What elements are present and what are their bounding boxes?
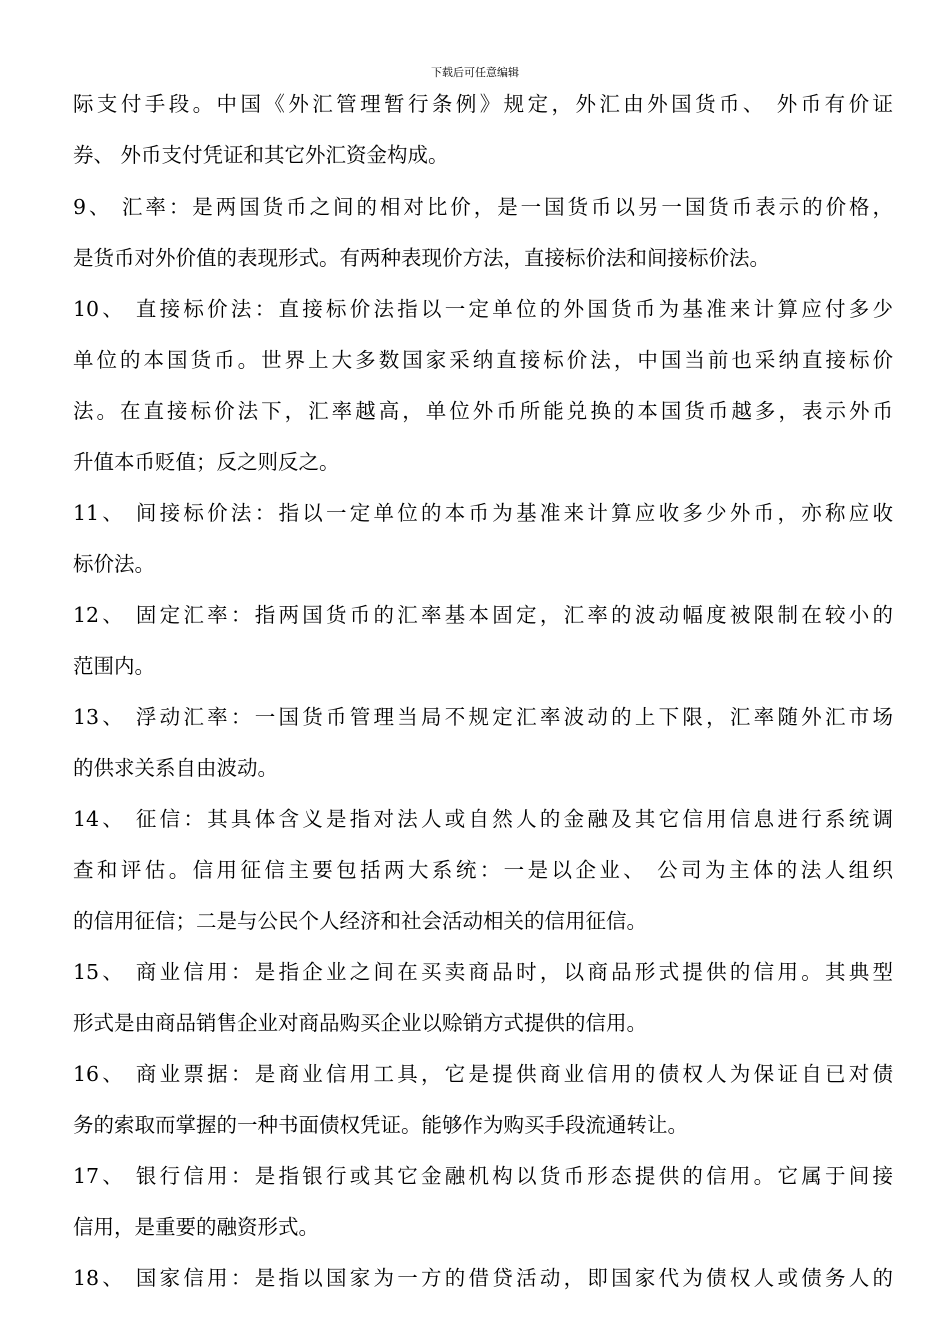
text-line: 券、 外币支付凭证和其它外汇资金构成。 [73, 143, 449, 167]
text-line: 升值本币贬值；反之则反之。 [73, 450, 340, 474]
text-line: 单位的本国货币。世界上大多数国家采纳直接标价法，中国当前也采纳直接标价 [73, 348, 893, 372]
page-header-note: 下载后可任意编辑 [431, 66, 519, 79]
text-line: 查和评估。信用征信主要包括两大系统：一是以企业、 公司为主体的法人组织 [73, 858, 893, 882]
text-line: 的信用征信；二是与公民个人经济和社会活动相关的信用征信。 [73, 909, 647, 933]
text-line: 15、 商业信用：是指企业之间在买卖商品时，以商品形式提供的信用。其典型 [73, 960, 893, 984]
text-line: 17、 银行信用：是指银行或其它金融机构以货币形态提供的信用。它属于间接 [73, 1164, 893, 1188]
text-line: 形式是由商品销售企业对商品购买企业以赊销方式提供的信用。 [73, 1011, 647, 1035]
text-line: 法。在直接标价法下，汇率越高，单位外币所能兑换的本国货币越多，表示外币 [73, 399, 893, 423]
text-line: 的供求关系自由波动。 [73, 756, 278, 780]
text-line: 11、 间接标价法：指以一定单位的本币为基准来计算应收多少外币，亦称应收 [73, 501, 893, 525]
text-line: 范围内。 [73, 654, 155, 678]
text-line: 10、 直接标价法：直接标价法指以一定单位的外国货币为基准来计算应付多少 [73, 297, 893, 321]
text-line: 16、 商业票据：是商业信用工具，它是提供商业信用的债权人为保证自已对债 [73, 1062, 893, 1086]
text-line: 14、 征信：其具体含义是指对法人或自然人的金融及其它信用信息进行系统调 [73, 807, 893, 831]
text-line: 是货币对外价值的表现形式。有两种表现价方法，直接标价法和间接标价法。 [73, 246, 770, 270]
text-line: 12、 固定汇率：指两国货币的汇率基本固定，汇率的波动幅度被限制在较小的 [73, 603, 893, 627]
text-line: 际支付手段。中国《外汇管理暂行条例》规定，外汇由外国货币、 外币有价证 [73, 92, 893, 116]
text-line: 9、 汇率：是两国货币之间的相对比价，是一国货币以另一国货币表示的价格， [73, 195, 893, 219]
text-line: 务的索取而掌握的一种书面债权凭证。能够作为购买手段流通转让。 [73, 1113, 688, 1137]
text-line: 18、 国家信用：是指以国家为一方的借贷活动，即国家代为债权人或债务人的 [73, 1266, 893, 1290]
text-line: 13、 浮动汇率：一国货币管理当局不规定汇率波动的上下限，汇率随外汇市场 [73, 705, 893, 729]
text-line: 信用，是重要的融资形式。 [73, 1215, 319, 1239]
text-line: 标价法。 [73, 552, 155, 576]
